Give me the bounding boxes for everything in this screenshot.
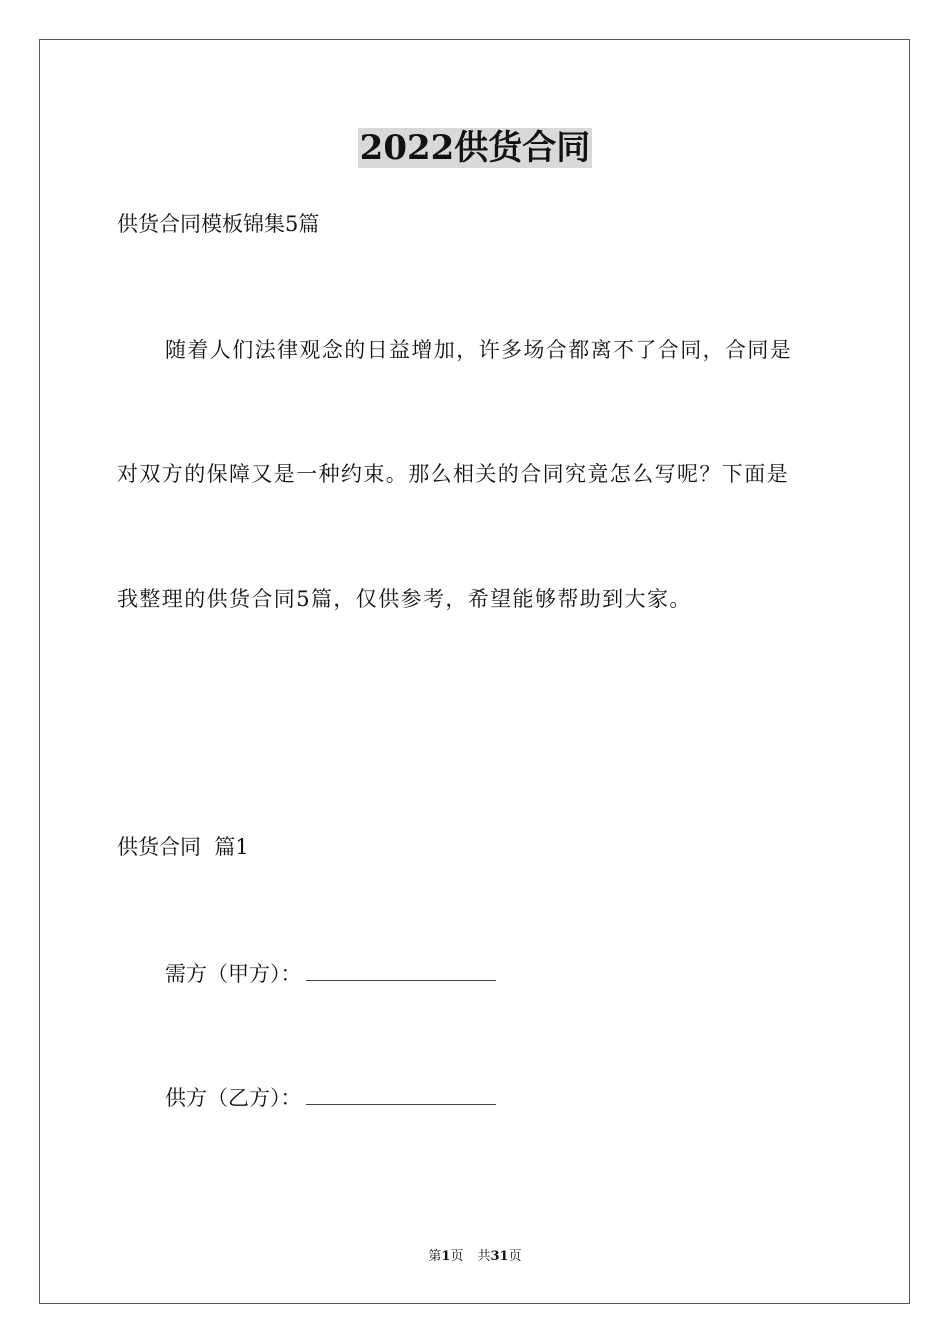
document-title-text: 2022供货合同	[359, 128, 591, 168]
buyer-field-label: 需方（甲方）：	[165, 962, 302, 986]
page-number: 1	[441, 1249, 451, 1264]
total-prefix: 共	[477, 1249, 491, 1264]
buyer-field	[165, 958, 496, 988]
page-footer	[0, 1248, 950, 1266]
total-pages: 31	[490, 1249, 509, 1264]
page-suffix: 页	[450, 1249, 464, 1264]
supplier-field-blank[interactable]	[306, 1082, 496, 1105]
section-heading: 供货合同 篇1	[117, 835, 249, 859]
intro-line-2: 对双方的保障又是一种约束。那么相关的合同究竟怎么写呢？下面是	[117, 462, 789, 486]
page-prefix: 第	[428, 1249, 442, 1264]
document-subtitle: 供货合同模板锦集5篇	[117, 212, 320, 236]
buyer-field-blank[interactable]	[306, 958, 496, 981]
intro-line-3: 我整理的供货合同5篇，仅供参考，希望能够帮助到大家。	[117, 587, 692, 611]
supplier-field	[165, 1082, 496, 1112]
total-suffix: 页	[508, 1249, 522, 1264]
intro-line-1: 随着人们法律观念的日益增加，许多场合都离不了合同，合同是	[165, 338, 793, 362]
document-title	[0, 128, 950, 168]
supplier-field-label: 供方（乙方）：	[165, 1086, 302, 1110]
